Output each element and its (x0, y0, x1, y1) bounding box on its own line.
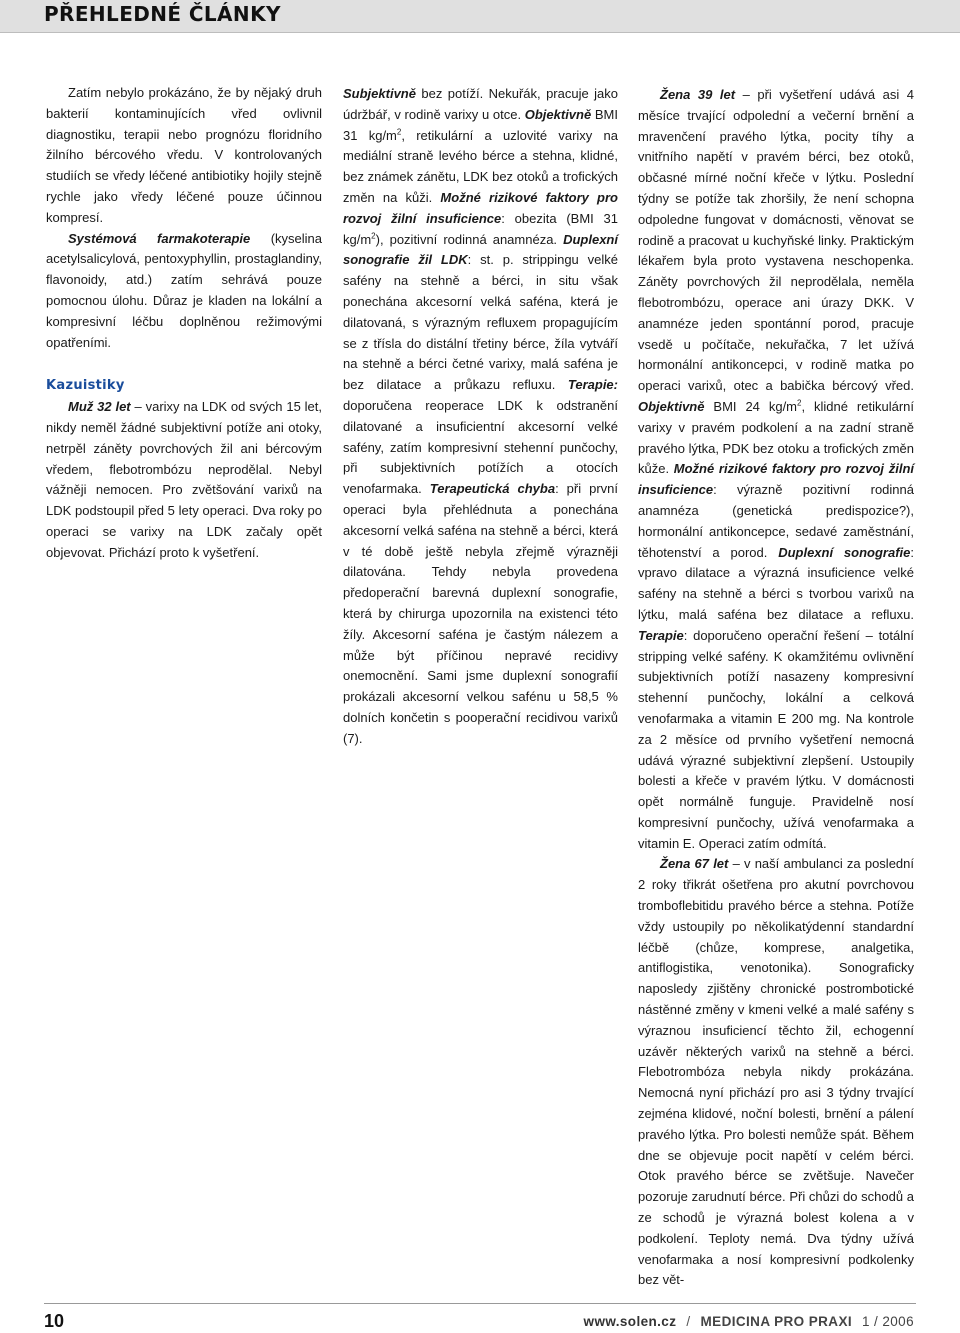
text-run: ), pozitivní rodinná anamnéza. (375, 231, 564, 247)
text-run: : vpravo dilatace a výrazná insuficience velké safény na stehně a bérci s tvorbou varixů na lýtku, malá saféna bez dilatace a refluxu. (638, 544, 914, 622)
text-run: bez potíží. Nekuřák, pracuje jako údržbář, v rodině varixy u otce. (343, 86, 618, 122)
text-run: : st. p. strippingu velké safény na stehně a bérci, in situ však ponechána akcesorní velká saféna, která je dilatovaná, s výrazným refluxem propagujícím se z třísla do distální třetiny bérce, žíla vytváří na stehně a bérci četné varixy, malá saféna je bez dilatace a průkazu refluxu. (343, 252, 619, 393)
text-run: : výrazně pozitivní rodinná anamnéza (genetická predispozice?), hormonální antikoncepce, sedavé zaměstnání, těhotenství a porod. (638, 482, 914, 560)
text-run: – při vyšetření udává asi 4 měsíce trvající odpolední a večerní brnění a mravenčení pravého lýtka, pocity tíhy a vnitřního napětí v pravém bérci, bez otoků, občasné mírné noční křeče v lýtku. Poslední týdny se potíže tak zhoršily, že není schopna odpoledne fungovat v domácnosti, věnovat se rodině a pracovat u kuchyňské linky. Praktickým lékařem byla proto vystavena neschopenka. Záněty povrchových žil neprodělala, neměla flebotrombózu, operace ani úrazy DKK. V anamnéze jeden spontánní porod, pracuje vsedě u počítače, nekuřačka, 7 let užívá hormonální antikoncepci, v rodině matka po operaci varixů, otec a babička bércový vřed. (638, 87, 914, 394)
paragraph (46, 397, 322, 563)
emphasis: Možné rizikové faktory pro rozvoj žilní insuficience (343, 189, 618, 226)
case-label: Žena 67 let (660, 856, 729, 872)
emphasis: Duplexní sonografie (778, 544, 911, 560)
text-column-2 (343, 84, 618, 750)
text-run: doporučena reoperace LDK k odstranění dilatované a insuficientní akcesorní velké safény, zatím kompresivní stehenní punčochy, při subjektivních potížích a otocích venofarmaka. (343, 397, 618, 497)
text-run: , retikulární a uzlovité varixy na mediální straně levého bérce a stehna, klidné, bez známek zánětu, LDK bez otoků a trofických změn na kůži. (343, 127, 618, 205)
footer-separator: / (686, 1314, 691, 1329)
page-number: 10 (44, 1311, 65, 1331)
section-title: PŘEHLEDNÉ ČLÁNKY (44, 2, 281, 26)
text-run: (kyselina acetylsalicylová, pentoxyphyllin, prostaglandiny, flavonoidy, atd.) zatím sehrává pouze pomocnou úlohu. Důraz je kladen na lokální a kompresivní léčbu doplněnou režimovými opatřeními. (46, 230, 322, 350)
text-run: , klidné retikulární varixy v pravém podkolení a na zadní straně pravého lýtka, PDK bez otoku a trofických změn kůže. (638, 398, 915, 477)
superscript: 2 (396, 127, 402, 137)
footer-info (584, 1314, 914, 1329)
section-heading: Kazuistiky (46, 378, 125, 394)
case-label: Žena 39 let (660, 87, 736, 102)
website-link[interactable]: www.solen.cz (583, 1314, 677, 1329)
text-run: : doporučeno operační řešení – totální stripping velké safény. K okamžitému ovlivnění subjektivních potíží nasazeny kompresivní stehenní punčochy, lokální a celková venofarmaka a vitamin E 200 mg. Na kontrole za 2 měsíce od prvního vyšetření nemocná udává výrazné subjektivní zlepšení. Ustoupily bolesti a křeče v pravém lýtku. V domácnosti opět normálně funguje. Pravidelně nosí kompresivní punčochy, užívá venofarmaka a vitamin E. Operaci zatím odmítá. (638, 627, 914, 851)
text-column-1 (46, 83, 322, 564)
paragraph (638, 85, 914, 854)
issue-number: 1 / 2006 (862, 1314, 914, 1329)
emphasis: Terapeutická chyba (429, 481, 556, 497)
text-run: : při první operaci byla přehlédnuta a ponechána akcesorní velká saféna na stehně a bérci, která v té době ještě nebyla zřejmě výrazněji dilatována. Tehdy nebyla provedena předoperační barevná duplexní sonografie, která by chirurga upozornila na existenci této žíly. Akcesorní saféna je častým nálezem a může být příčinou nepravé recidivy onemocnění. Sami jsme duplexní sonografií prokázali akcesorní velkou safénu u 58,5 % dolních končetin s pooperační recidivou varixů (7). (343, 481, 619, 746)
emphasis: Terapie: (567, 377, 618, 393)
text-run: – varixy na LDK od svých 15 let, nikdy neměl žádné subjektivní potíže ani otoky, netrpěl záněty povrchových žil ani bércovým vředem, flebotrombózu neprodělal. Nebyl vážněji nemocen. Pro zvětšování varixů na LDK podstoupil před 5 lety operaci. Dva roky po operaci se varixy na LDK začaly opět objevovat. Přichází proto k vyšetření. (46, 399, 323, 560)
emphasis: Možné rizikové faktory pro rozvoj žilní insuficience (638, 461, 914, 498)
text-run: BMI 24 kg/m (704, 398, 798, 414)
paragraph (46, 229, 322, 354)
emphasis: Objektivně (524, 106, 592, 122)
emphasis: Terapie (638, 627, 684, 643)
text-run: : obezita (BMI 31 kg/m (343, 210, 618, 247)
paragraph: Zatím nebylo prokázáno, že by nějaký druh bakterií kontaminujících vřed ovlivnil diagnostiku, terapii nebo prognózu floridního žilního bércového vředu. V kontrolovaných studiích se vředy léčené antibiotiky hojily stejně rychle jako vředy léčené pouze účinnou kompresí. (46, 85, 322, 225)
journal-name: MEDICINA PRO PRAXI (700, 1314, 852, 1329)
text-run: – v naší ambulanci za poslední 2 roky třikrát ošetřena pro akutní povrchovou tromboflebitidu pravého bérce a stehna. Potíže vždy ustoupily po několikatýdenní standardní léčbě (chůze, komprese, analgetika, antiflogistika, venotonika). Sonograficky naposledy zjištěny chronické postrombotické nástěnné změny v kmeni velké a malé safény s výraznou insuficiencí těchto žil, echogenní uzávěr některých varixů na stehně a bérci. Flebotrombóza nebyla nikdy prokázána. Nemocná nyní přichází pro asi 3 týdny trvající zejména klidové, noční bolesti, brnění a pálení pravého lýtka. Pro bolesti nemůže spát. Během dne se objevuje pocit napětí v celém bérci. Otok pravého bérce se zvětšuje. Navečer pozoruje zarudnutí bérce. Při chůzi do schodů a ze schodů je výrazná bolest kolena a v podkolení. Teploty nemá. Dva týdny užívá venofarmaka a nosí kompresivní podkolenky bez vět- (638, 856, 914, 1288)
footer-divider (44, 1303, 916, 1304)
emphasis: Objektivně (638, 398, 705, 414)
paragraph (638, 854, 914, 1291)
text-column-3 (638, 85, 914, 1291)
emphasis: Duplexní sonografie žil LDK (343, 231, 618, 268)
emphasis: Subjektivně (343, 86, 416, 101)
emphasis: Systémová farmakoterapie (68, 230, 251, 246)
paragraph (343, 84, 618, 750)
page-header (0, 0, 960, 33)
text-run: BMI 31 kg/m (343, 106, 618, 143)
superscript: 2 (797, 398, 802, 408)
superscript: 2 (371, 231, 376, 241)
case-label: Muž 32 let (68, 399, 131, 415)
